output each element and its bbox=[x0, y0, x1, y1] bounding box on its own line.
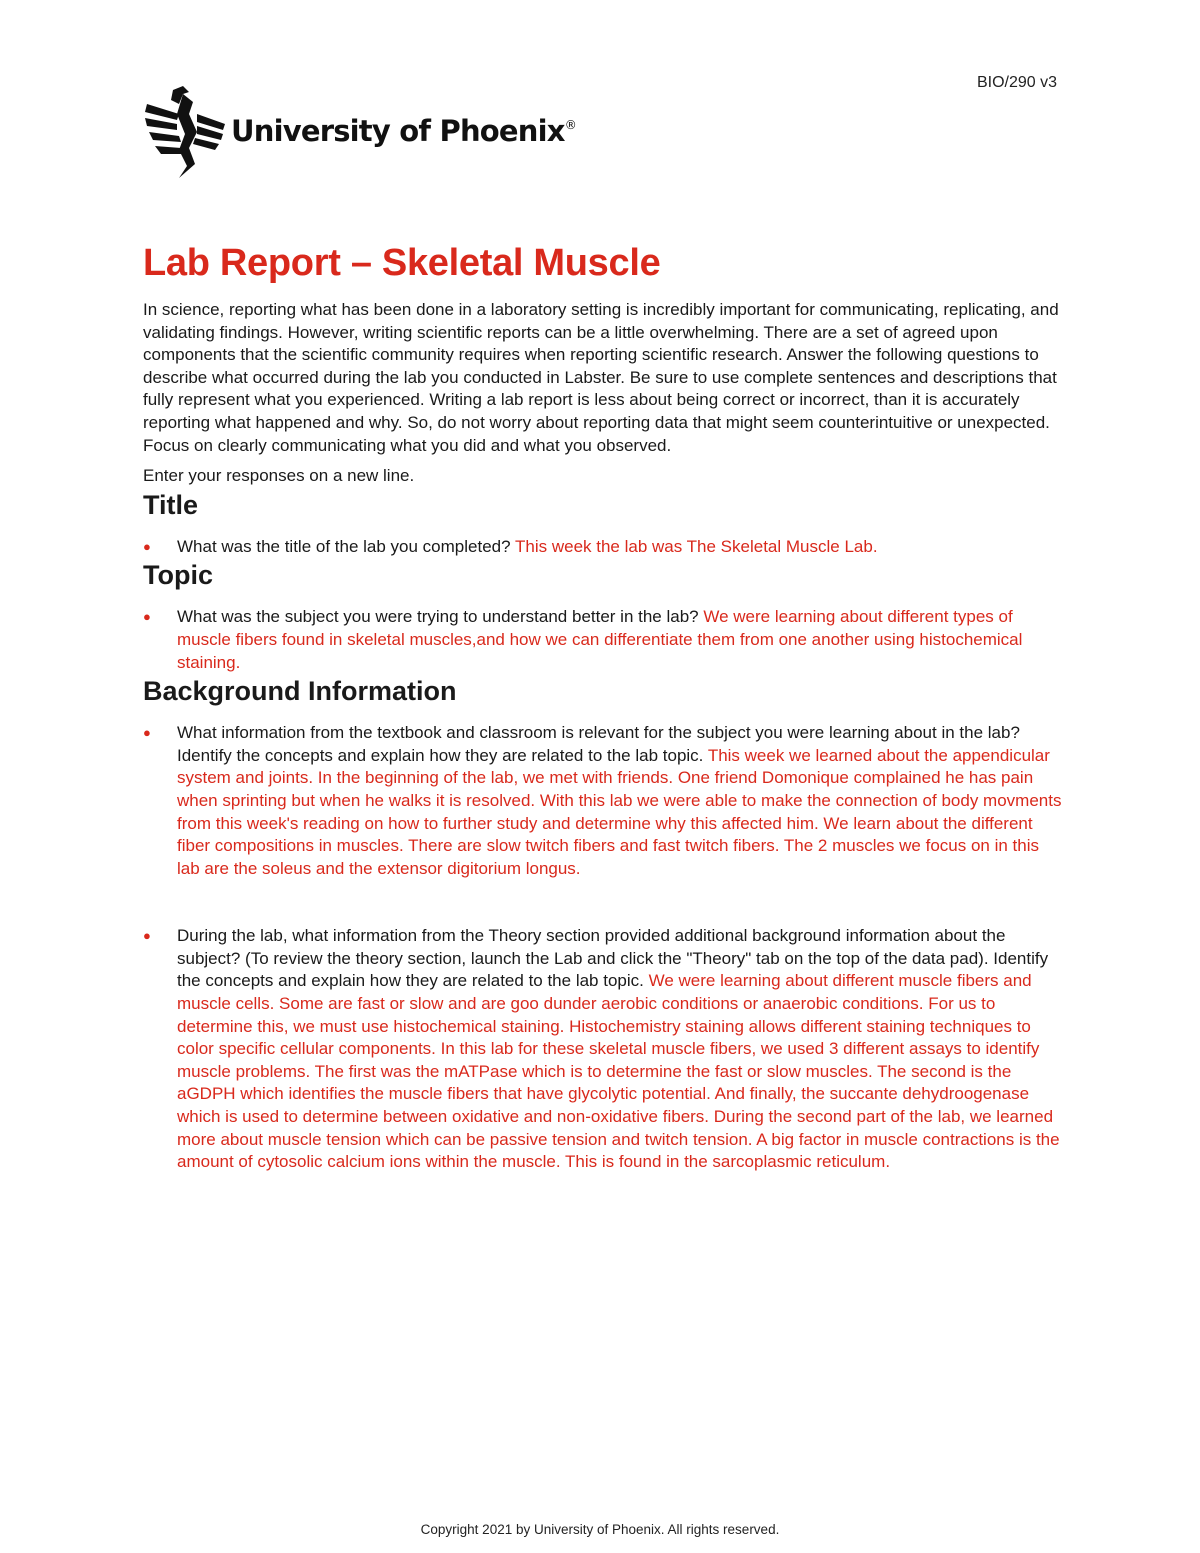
bullet-icon: ● bbox=[143, 538, 151, 554]
question-text: During the lab, what information from the Theory section provided additional background information about the subject? (To review the theory section, launch the Lab and click the "Theory" tab on the top of the data pad). Identify the concepts and explain how they are related to the lab topic. bbox=[177, 926, 1049, 991]
answer-text: This week the lab was The Skeletal Muscle Lab. bbox=[515, 536, 878, 556]
question-text: What information from the textbook and classroom is relevant for the subject you were learning about in the lab? Identify the concepts and explain how they are related to the lab topic. bbox=[177, 723, 1020, 765]
list-item bbox=[143, 536, 1063, 559]
bullet-icon: ● bbox=[143, 609, 151, 625]
bullet-icon: ● bbox=[143, 725, 151, 741]
university-logo bbox=[143, 84, 576, 180]
answer-text: We were learning about different types of muscle fibers found in skeletal muscles,and how we can differentiate them from one another using histochemical staining. bbox=[177, 607, 1023, 672]
topic-question-list bbox=[143, 606, 1063, 674]
instruction-text: Enter your responses on a new line. bbox=[143, 466, 415, 486]
title-question-list bbox=[143, 536, 1063, 559]
list-item bbox=[143, 722, 1063, 880]
section-heading-topic: Topic bbox=[143, 560, 213, 591]
section-heading-title: Title bbox=[143, 489, 199, 520]
section-heading-background: Background Information bbox=[143, 676, 457, 707]
course-code: BIO/290 v3 bbox=[976, 74, 1057, 91]
copyright-footer: Copyright 2021 by University of Phoenix. All rights reserved. bbox=[420, 1522, 780, 1537]
bullet-icon: ● bbox=[143, 928, 151, 944]
background-question-list bbox=[143, 722, 1063, 1174]
page-title: Lab Report – Skeletal Muscle bbox=[143, 242, 661, 284]
answer-text: This week we learned about the appendicular system and joints. In the beginning of the lab, we met with friends. One friend Domonique complained he has pain when sprinting but when he walks it is resolved. With this lab we were able to make the connection of body movments from this week's reading on how to further study and determine why this affected him. We learn about the different fiber compositions in muscles. There are slow twitch fibers and fast twitch fibers. The 2 muscles we focus on in this lab are the soleus and the extensor digitorium longus. bbox=[177, 745, 1062, 878]
list-item bbox=[143, 606, 1063, 674]
answer-text: We were learning about different muscle fibers and muscle cells. Some are fast or slow and are goo dunder aerobic conditions or anaerobic conditions. For us to determine this, we must use histochemical staining. Histochemistry staining allows different staining techniques to color specific cellular components. In this lab for these skeletal muscle fibers, we used 3 different assays to identify muscle problems. The first was the mATPase which is to determine the fast or slow muscles. The second is the aGDPH which identifies the muscle fibers that have glycolytic potential. And finally, the succante dehydroogenase which is used to determine between oxidative and non-oxidative fibers. During the second part of the lab, we learned more about muscle tension which can be passive tension and twitch tension. A big factor in muscle contractions is the amount of cytosolic calcium ions within the muscle. This is found in the sarcoplasmic reticulum. bbox=[177, 971, 1060, 1172]
question-text: What was the title of the lab you completed? bbox=[177, 536, 515, 556]
phoenix-bird-icon bbox=[143, 84, 227, 180]
document-body bbox=[143, 238, 1063, 1174]
logo-wordmark: University of Phoenix® bbox=[231, 114, 576, 148]
list-item bbox=[143, 925, 1063, 1174]
intro-paragraph: In science, reporting what has been done in a laboratory setting is incredibly important for communicating, replicating, and validating findings. However, writing scientific reports can be a little overwhelming. There are a set of agreed upon components that the scientific community requires when reporting scientific research. Answer the following questions to describe what occurred during the lab you conducted in Labster. Be sure to use complete sentences and descriptions that fully represent what you experienced. Writing a lab report is less about being correct or incorrect, than it is accurately reporting what happened and why. So, do not worry about reporting data that might seem counterintuitive or unexpected. Focus on clearly communicating what you did and what you observed. bbox=[143, 300, 1059, 455]
question-text: What was the subject you were trying to understand better in the lab? bbox=[177, 607, 704, 627]
